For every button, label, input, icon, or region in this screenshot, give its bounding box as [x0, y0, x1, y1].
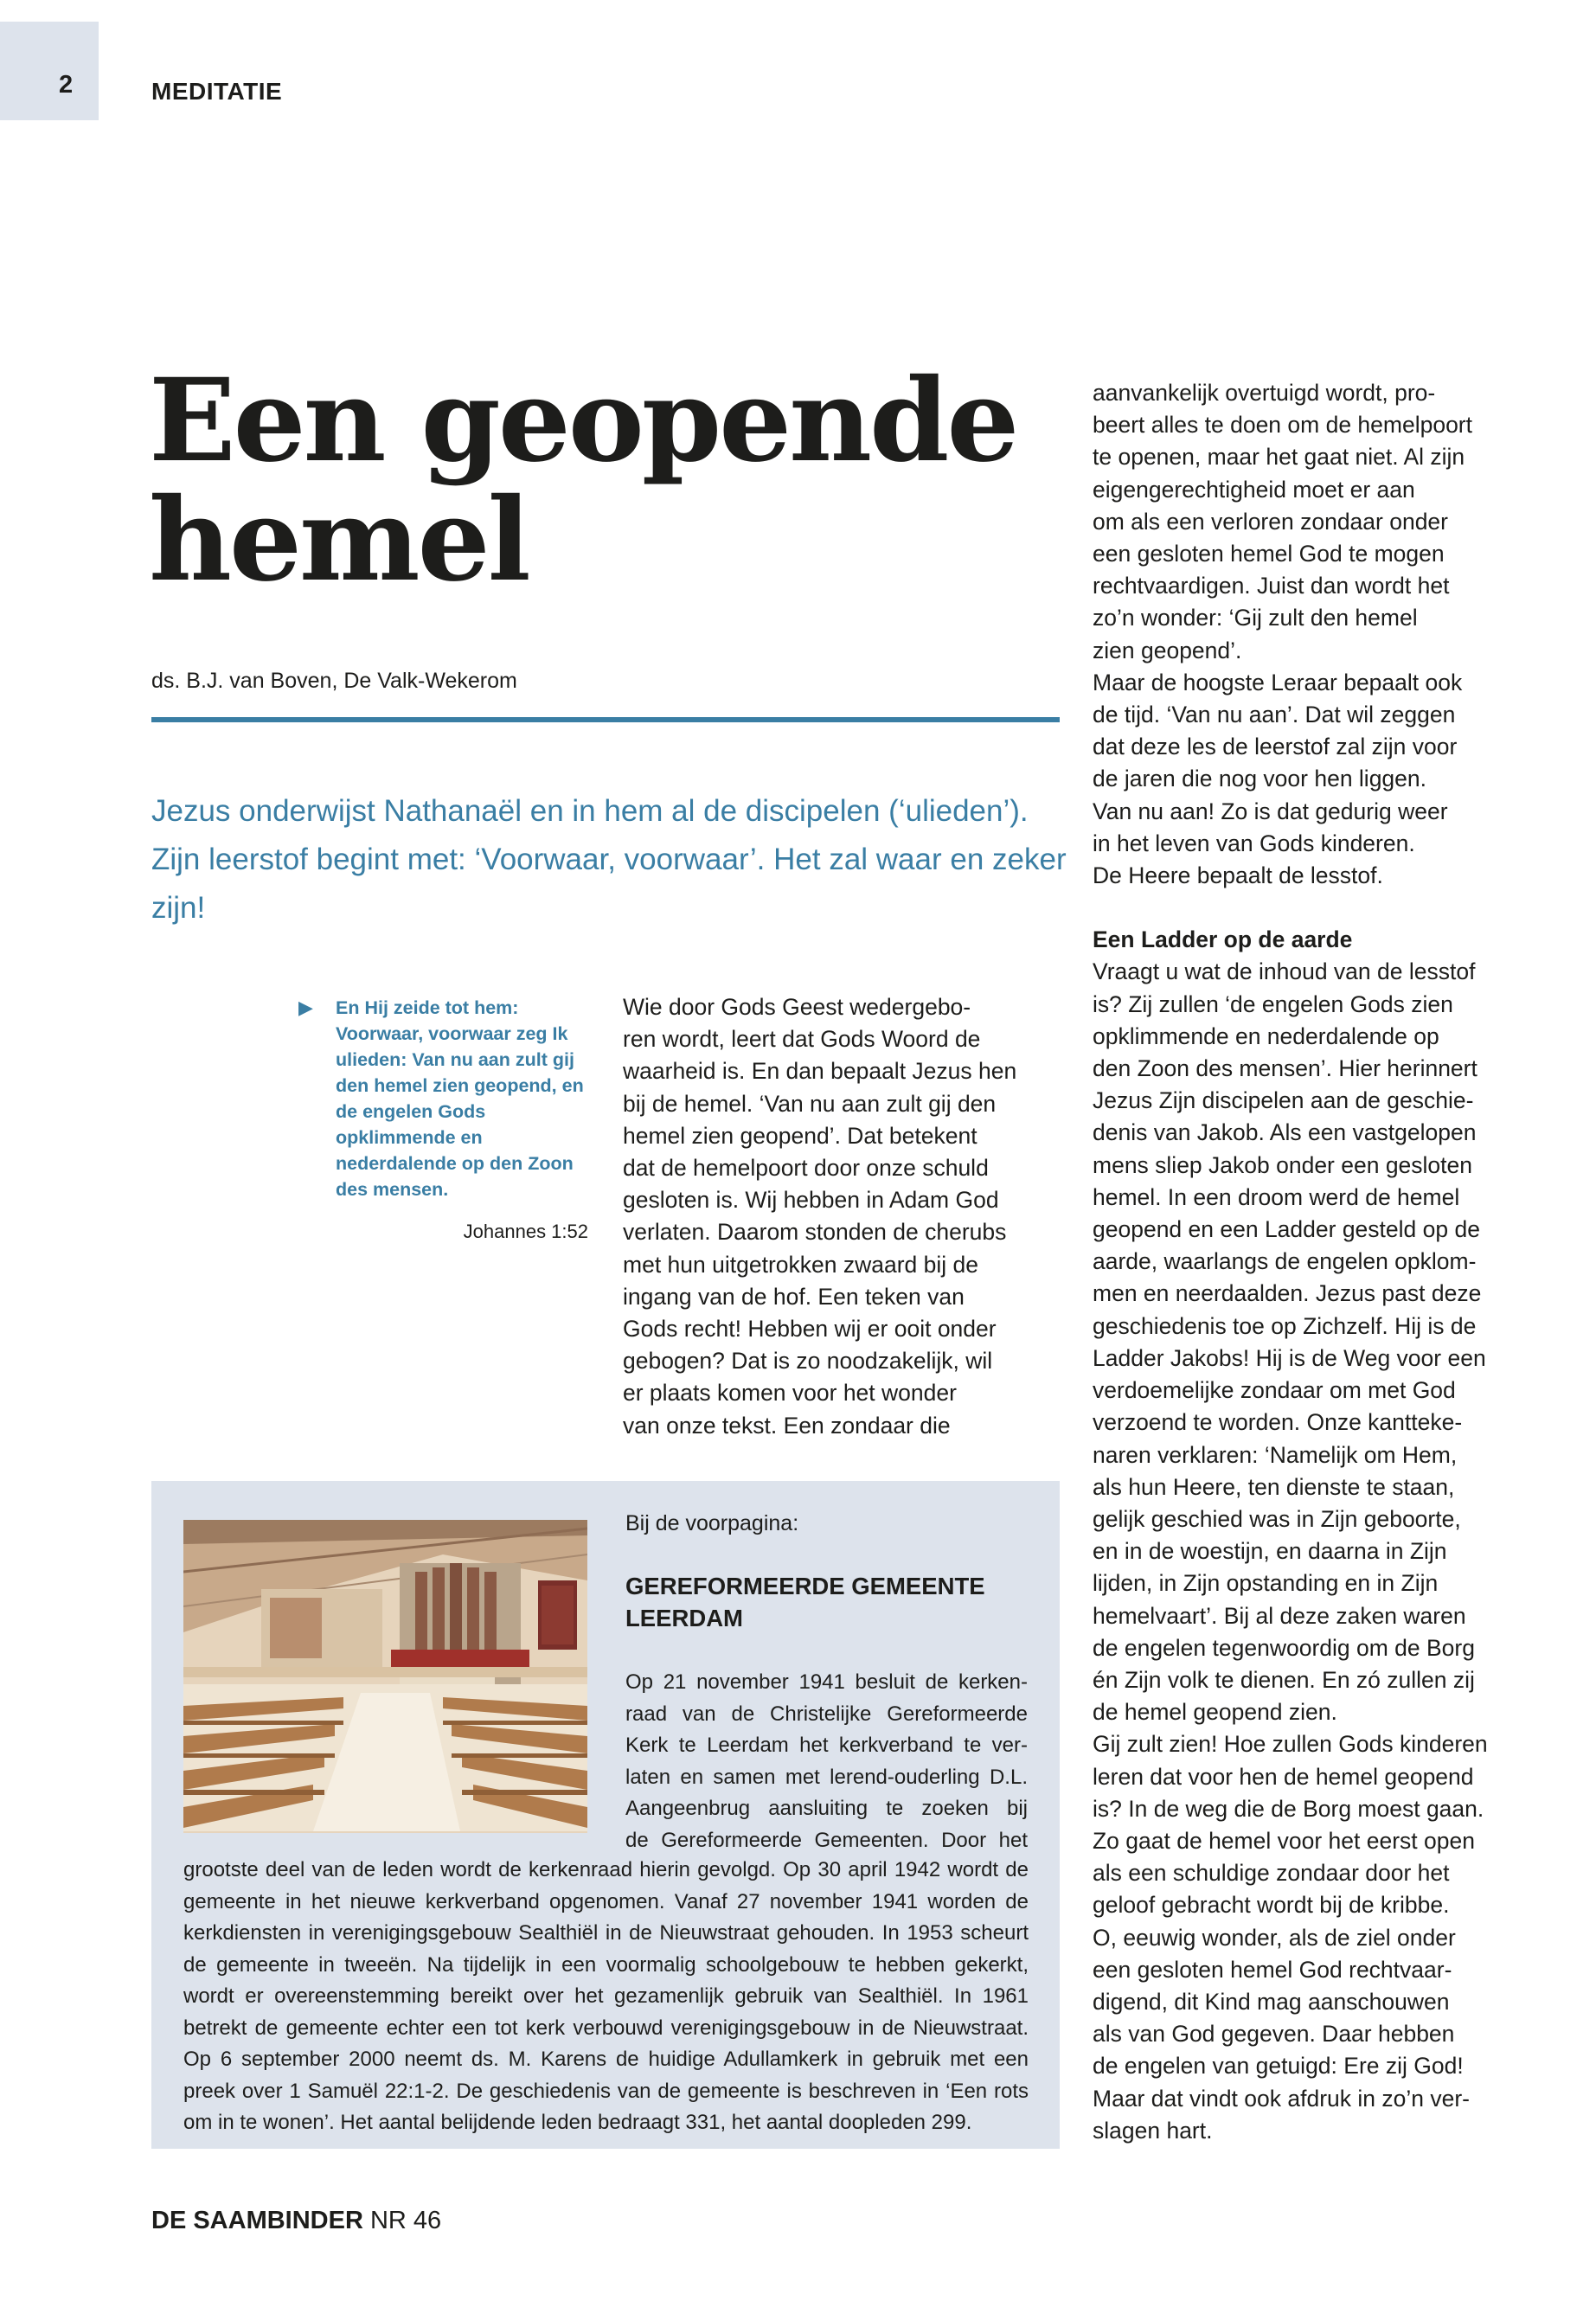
magazine-name: DE SAAMBINDER	[151, 2207, 363, 2234]
caption-line: Aangeenbrug aansluiting te zoeken bij	[625, 1797, 1028, 1820]
caption-line: laten en samen met lerend-ouderling D.L.	[625, 1765, 1028, 1789]
issue-number: NR 46	[369, 2207, 442, 2234]
cover-intro: Bij de voorpagina:	[625, 1511, 799, 1535]
article-column-middle	[623, 991, 1073, 1442]
article-lead: Jezus onderwijst Nathanaël en in hem al de discipelen (‘ulieden’). Zijn leerstof begint met: ‘Voorwaar, voorwaar’. Het zal waar en zeker zijn!	[151, 794, 1067, 925]
body-paragraph: aanvankelijk overtuigd wordt, pro- beert alles te doen om de hemelpoort te openen, maar het gaat niet. Al zijn eigengerechtigheid moet er aan om als een verloren zondaar onder een gesloten hemel God te mogen rechtvaardigen. Juist dan wordt het zo’n wonder: ‘Gij zult den hemel zien geopend’. Maar de hoogste Leraar bepaalt ook de tijd. ‘Van nu aan’. Dat wil zeggen dat deze les de leerstof zal zijn voor de jaren die nog voor hen liggen. Van nu aan! Zo is dat gedurig weer in het leven van Gods kinderen. De Heere bepaalt de lesstof.	[1093, 380, 1472, 889]
page-number-box	[0, 22, 99, 120]
page-footer	[151, 2208, 441, 2234]
section-label: MEDITATIE	[151, 78, 283, 105]
title-divider	[151, 717, 1060, 722]
caption-line: raad van de Christelijke Gereformeerde	[625, 1702, 1028, 1726]
bible-quote: En Hij zeide tot hem: Voorwaar, voorwaar zeg Ik ulieden: Van nu aan zult gij den hemel zien geopend, en de engelen Gods opklimmende en nederdalende op den Zoon des mensen.	[336, 997, 584, 1200]
cover-title: GEREFORMEERDE GEMEENTE LEERDAM	[625, 1573, 985, 1631]
cover-info-box	[151, 1481, 1060, 2149]
church-interior-photo	[183, 1520, 587, 1833]
subheading: Een Ladder op de aarde	[1093, 926, 1353, 953]
quote-arrow-icon: ▶	[298, 997, 313, 1018]
body-paragraph: Vraagt u wat de inhoud van de lesstof is? Zij zullen ‘de engelen Gods zien opklimmende en nederdalende op den Zoon des mensen’. Hier herinnert Jezus Zijn discipelen aan de geschie- denis van Jakob. Als een vastgelopen mens sliep Jakob onder een gesloten hemel. In een droom werd de hemel geopend en een Ladder gesteld op de aarde, waarlangs de engelen opklom- men en neerdaalden. Jezus past deze geschiedenis toe op Zichzelf. Hij is de Ladder Jakobs! Hij is de Weg voor een verdoemelijke zondaar om met God verzoend te worden. Onze kantteke- naren verklaren: ‘Namelijk om Hem, als hun Heere, ten dienste te staan, gelijk geschied was in Zijn geboorte, en in de woestijn, en daarna in Zijn lijden, in Zijn opstanding en in Zijn hemelvaart’. Bij al deze zaken waren de engelen tegenwoordig om de Borg én Zijn volk te dienen. En zó zullen zij de hemel geopend zien. Gij zult zien! Hoe zullen Gods kinderen leren dat voor hen de hemel geopend is? In de weg die de Borg moest gaan. Zo gaat de hemel voor het eerst open als een schuldige zondaar door het geloof gebracht wordt bij de kribbe. O, eeuwig wonder, als de ziel onder een gesloten hemel God rechtvaar- digend, dit Kind mag aanschouwen als van God gegeven. Daar hebben de engelen van getuigd: Ere zij God! Maar dat vindt ook afdruk in zo’n ver- slagen hart.	[1093, 958, 1488, 2144]
article-author: ds. B.J. van Boven, De Valk-Wekerom	[151, 669, 517, 693]
article-column-right	[1093, 377, 1577, 2147]
body-paragraph: Wie door Gods Geest wedergebo- ren wordt, leert dat Gods Woord de waarheid is. En dan bepaalt Jezus hen bij de hemel. ‘Van nu aan zult gij den hemel zien geopend’. Dat betekent dat de hemelpoort door onze schuld gesloten is. Wij hebben in Adam God verlaten. Daarom stonden de cherubs met hun uitgetrokken zwaard bij de ingang van de hof. Een teken van Gods recht! Hebben wij er ooit onder gebogen? Dat is zo noodzakelijk, wil er plaats komen voor het wonder van onze tekst. Een zondaar die	[623, 994, 1017, 1439]
page-number: 2	[59, 71, 74, 99]
caption-line: de Gereformeerde Gemeenten. Door het	[625, 1828, 1028, 1852]
cover-caption-part-2: grootste deel van de leden wordt de kerkenraad hierin gevolgd. Op 30 april 1942 wordt de gemeente in het nieuwe kerkverband opgenomen. Vanaf 27 november 1941 worden de kerkdiensten in verenigingsgebouw Sealthiël in de Nieuwstraat gehouden. In 1953 scheurt de gemeente in tweeën. Na tijdelijk in een voormalig schoolgebouw te hebben gekerkt, wordt er overeenstemming bereikt over het gezamenlijk gebruik van Sealthiël. In 1961 betrekt de gemeente echter een tot kerk verbouwd verenigingsgebouw in de Nieuwstraat. Op 6 september 2000 neemt ds. M. Karens de huidige Adullamkerk in gebruik met een preek over 1 Samuël 22:1-2. De geschiedenis van de gemeente is beschreven in ‘Een rots om in te wonen’. Het aantal belijdende leden bedraagt 331, het aantal doopleden 299.	[183, 1858, 1029, 2134]
article-title: Een geopende hemel	[149, 354, 1017, 607]
caption-line: Kerk te Leerdam het kerkverband te ver-	[625, 1734, 1028, 1757]
caption-line: Op 21 november 1941 besluit de kerken-	[625, 1670, 1028, 1694]
bible-reference: Johannes 1:52	[463, 1221, 588, 1242]
cover-caption-part-1	[625, 1667, 1028, 1856]
